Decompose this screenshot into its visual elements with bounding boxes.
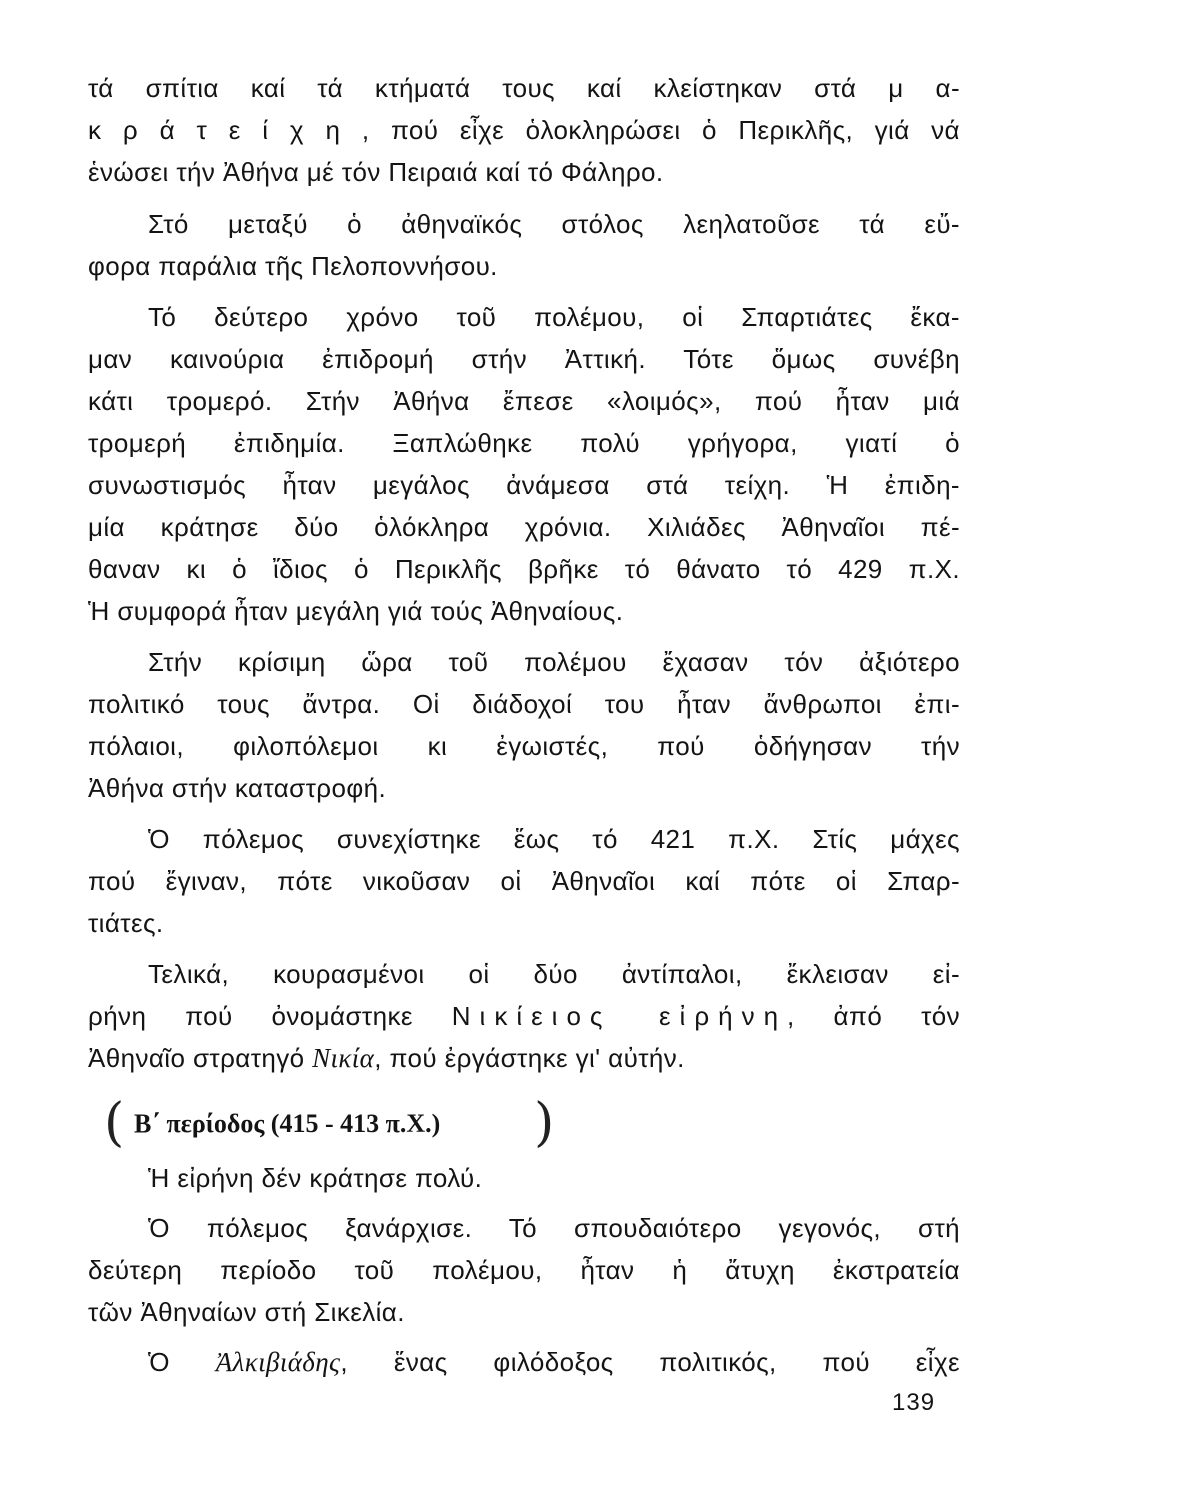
- text-line: δεύτερη περίοδο τοῦ πολέμου, ἦταν ἡ ἄτυχη ἐκστρατεία: [88, 1255, 960, 1285]
- text-line: κάτι τρομερό. Στήν Ἀθήνα ἔπεσε «λοιμός», πού ἦταν μιά: [88, 386, 960, 416]
- text-line: Ἡ συμφορά ἦταν μεγάλη γιά τούς Ἀθηναίους.: [88, 596, 624, 626]
- text-line: πολιτικό τους ἄντρα. Οἱ διάδοχοί του ἦταν ἄνθρωποι ἐπι-: [88, 689, 960, 719]
- text-line: κ ρ ά τ ε ί χ η , πού εἶχε ὁλοκληρώσει ὁ Περικλῆς, γιά νά: [88, 115, 960, 145]
- text-segment: , ἀπό τόν: [787, 1001, 961, 1031]
- text-line: πού ἔγιναν, πότε νικοῦσαν οἱ Ἀθηναῖοι καί πότε οἱ Σπαρ-: [88, 866, 960, 896]
- text-line: Ἀθήνα στήν καταστροφή.: [88, 773, 387, 803]
- text-line: μαν καινούρια ἐπιδρομή στήν Ἀττική. Τότε ὅμως συνέβη: [88, 344, 960, 374]
- text-line: [88, 996, 960, 1036]
- text-line: [148, 1342, 960, 1382]
- italic-name: Νικία: [312, 1043, 375, 1073]
- text-line: τρομερή ἐπιδημία. Ξαπλώθηκε πολύ γρήγορα, γιατί ὁ: [88, 428, 960, 458]
- text-line: φορα παράλια τῆς Πελοποννήσου.: [88, 251, 498, 281]
- section-title: Β΄ περίοδος (415 - 413 π.Χ.): [134, 1109, 441, 1138]
- text-line: τιάτες.: [88, 908, 164, 938]
- text-line: Στήν κρίσιμη ὥρα τοῦ πολέμου ἔχασαν τόν ἀξιότερο: [148, 647, 960, 677]
- text-segment: , ἕνας φιλόδοξος πολιτικός, πού εἶχε: [340, 1347, 960, 1377]
- close-parenthesis: ): [534, 1093, 555, 1153]
- open-parenthesis: (: [104, 1093, 125, 1153]
- text-line: θαναν κι ὁ ἴδιος ὁ Περικλῆς βρῆκε τό θάνατο τό 429 π.Χ.: [88, 554, 960, 584]
- text-line: ἑνώσει τήν Ἀθήνα μέ τόν Πειραιά καί τό Φάληρο.: [88, 157, 664, 187]
- text-line: συνωστισμός ἦταν μεγάλος ἀνάμεσα στά τείχη. Ἡ ἐπιδη-: [88, 470, 960, 500]
- spaced-term: Νικίειος εἰρήνη: [451, 1001, 788, 1031]
- text-segment: ρήνη πού ὀνομάστηκε: [88, 1001, 413, 1031]
- text-line: μία κράτησε δύο ὁλόκληρα χρόνια. Χιλιάδες Ἀθηναῖοι πέ-: [88, 512, 960, 542]
- text-line: Τό δεύτερο χρόνο τοῦ πολέμου, οἱ Σπαρτιάτες ἔκα-: [148, 302, 960, 332]
- text-line: Ὁ πόλεμος συνεχίστηκε ἕως τό 421 π.Χ. Στίς μάχες: [148, 824, 960, 854]
- text-line: Ὁ πόλεμος ξανάρχισε. Τό σπουδαιότερο γεγονός, στή: [148, 1213, 960, 1243]
- text-line: [88, 1038, 960, 1078]
- text-line: πόλαιοι, φιλοπόλεμοι κι ἐγωιστές, πού ὁδήγησαν τήν: [88, 731, 960, 761]
- text-segment: , πού ἐργάστηκε γι' αὐτήν.: [374, 1043, 685, 1073]
- text-line: τῶν Ἀθηναίων στή Σικελία.: [88, 1297, 405, 1327]
- text-segment: Ἀθηναῖο στρατηγό: [88, 1043, 305, 1073]
- text-line: Στό μεταξύ ὁ ἀθηναϊκός στόλος λεηλατοῦσε τά εὔ-: [148, 209, 960, 239]
- italic-name: Ἀλκιβιάδης: [215, 1347, 341, 1377]
- text-line: τά σπίτια καί τά κτήματά τους καί κλείστηκαν στά μ α-: [88, 73, 960, 103]
- section-heading: [104, 1092, 564, 1154]
- text-segment: Ὁ: [148, 1347, 170, 1377]
- text-line: Ἡ εἰρήνη δέν κράτησε πολύ.: [148, 1163, 483, 1193]
- page-number: 139: [892, 1389, 936, 1416]
- text-line: Τελικά, κουρασμένοι οἱ δύο ἀντίπαλοι, ἔκλεισαν εἰ-: [148, 959, 960, 989]
